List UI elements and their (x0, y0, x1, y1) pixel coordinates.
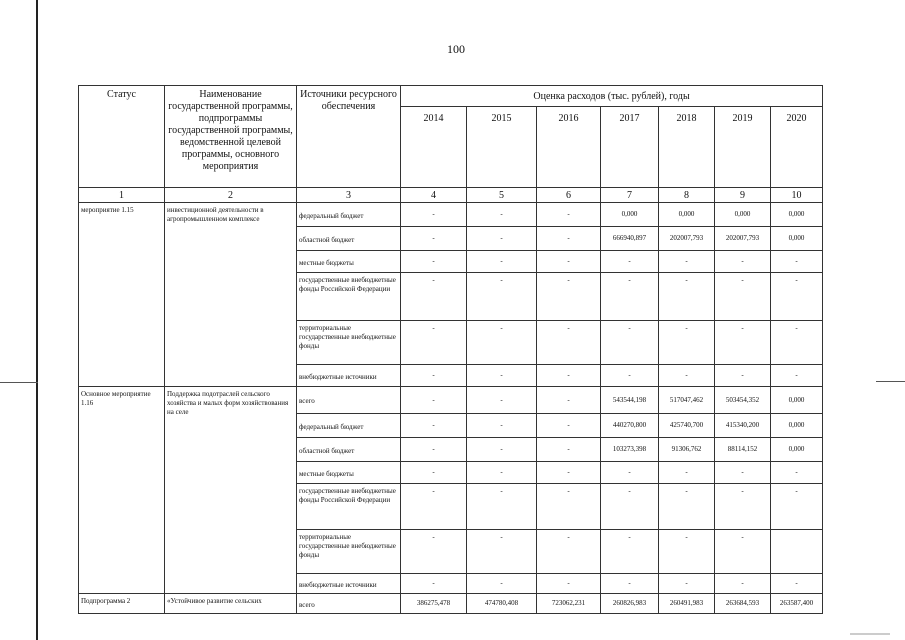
column-number: 4 (401, 188, 467, 203)
fold-mark-right (876, 381, 905, 382)
header-year: 2016 (537, 107, 601, 188)
column-number: 3 (297, 188, 401, 203)
row-value: - (715, 484, 771, 530)
row-value: - (537, 462, 601, 484)
row-value: - (715, 462, 771, 484)
row-value: - (537, 387, 601, 414)
row-program-name: «Устойчивое развитие сельских (165, 594, 297, 614)
row-value: 666940,897 (601, 227, 659, 251)
row-value: - (771, 273, 823, 321)
row-status: мероприятие 1.15 (79, 203, 165, 387)
row-value: - (601, 574, 659, 594)
row-value: - (467, 387, 537, 414)
row-status: Подпрограмма 2 (79, 594, 165, 614)
row-value: - (771, 462, 823, 484)
row-value: - (537, 484, 601, 530)
row-value: - (537, 251, 601, 273)
header-name: Наименование государственной программы, подпрограммы государственной программы, ведомственной целевой программы, основного мероприятия (165, 86, 297, 188)
row-value: - (401, 414, 467, 438)
row-value: - (601, 462, 659, 484)
row-value: 0,000 (715, 203, 771, 227)
scan-edge-line (36, 0, 38, 640)
header-year: 2019 (715, 107, 771, 188)
row-source: местные бюджеты (297, 462, 401, 484)
row-value: - (537, 530, 601, 574)
row-value: 0,000 (659, 203, 715, 227)
table-row (79, 387, 823, 414)
row-value: - (401, 484, 467, 530)
row-program-name: инвестиционной деятельности в агропромышленном комплексе (165, 203, 297, 387)
row-value: - (537, 227, 601, 251)
row-value: - (715, 321, 771, 365)
row-value: 440270,800 (601, 414, 659, 438)
column-number: 6 (537, 188, 601, 203)
row-status: Основное мероприятие 1.16 (79, 387, 165, 594)
row-source: областной бюджет (297, 227, 401, 251)
scan-artifact (850, 633, 890, 635)
row-source: территориальные государственные внебюджетные фонды (297, 530, 401, 574)
row-value: - (401, 530, 467, 574)
row-source: областной бюджет (297, 438, 401, 462)
row-value: - (467, 574, 537, 594)
row-value: 425740,700 (659, 414, 715, 438)
row-value: - (537, 414, 601, 438)
row-source: федеральный бюджет (297, 414, 401, 438)
row-value: - (467, 365, 537, 387)
column-number: 1 (79, 188, 165, 203)
row-value: - (401, 574, 467, 594)
row-value: - (401, 227, 467, 251)
row-value (771, 530, 823, 574)
row-value: - (715, 574, 771, 594)
row-value: - (601, 530, 659, 574)
row-value: - (467, 203, 537, 227)
row-source: территориальные государственные внебюджетные фонды (297, 321, 401, 365)
row-value: - (537, 574, 601, 594)
row-value: 0,000 (771, 438, 823, 462)
row-value: 263684,593 (715, 594, 771, 614)
column-number-row (79, 188, 823, 203)
row-value: - (659, 273, 715, 321)
row-program-name: Поддержка подотраслей сельского хозяйства и малых форм хозяйствования на селе (165, 387, 297, 594)
row-source: всего (297, 594, 401, 614)
row-value: - (659, 574, 715, 594)
row-value: 103273,398 (601, 438, 659, 462)
row-value: - (401, 438, 467, 462)
header-year: 2018 (659, 107, 715, 188)
row-value: 0,000 (771, 414, 823, 438)
row-value: 202007,793 (659, 227, 715, 251)
fold-mark-left (0, 382, 38, 383)
row-source: местные бюджеты (297, 251, 401, 273)
row-value: - (771, 321, 823, 365)
table-row (79, 594, 823, 614)
header-year: 2020 (771, 107, 823, 188)
row-value: - (601, 321, 659, 365)
row-value: 91306,762 (659, 438, 715, 462)
row-value: 260491,983 (659, 594, 715, 614)
row-value: - (601, 484, 659, 530)
row-value: - (601, 365, 659, 387)
row-value: - (401, 462, 467, 484)
row-value: 474780,408 (467, 594, 537, 614)
row-value: - (537, 203, 601, 227)
row-value: - (467, 530, 537, 574)
row-value: - (537, 438, 601, 462)
row-value: - (467, 438, 537, 462)
row-value: - (659, 462, 715, 484)
row-value: - (715, 530, 771, 574)
row-value: - (467, 273, 537, 321)
column-number: 5 (467, 188, 537, 203)
header-estimate: Оценка расходов (тыс. рублей), годы (401, 86, 823, 107)
row-value: - (771, 251, 823, 273)
row-value: 263587,400 (771, 594, 823, 614)
row-value: 0,000 (771, 387, 823, 414)
row-value: - (401, 251, 467, 273)
row-value: - (537, 365, 601, 387)
column-number: 2 (165, 188, 297, 203)
row-value: - (467, 462, 537, 484)
row-value: - (467, 227, 537, 251)
column-number: 10 (771, 188, 823, 203)
row-value: - (537, 273, 601, 321)
row-value: - (771, 574, 823, 594)
row-source: государственные внебюджетные фонды Российской Федерации (297, 484, 401, 530)
row-value: 260826,983 (601, 594, 659, 614)
header-year: 2017 (601, 107, 659, 188)
row-value: 723062,231 (537, 594, 601, 614)
row-value: - (771, 484, 823, 530)
row-value: - (401, 203, 467, 227)
header-year: 2015 (467, 107, 537, 188)
row-source: государственные внебюджетные фонды Российской Федерации (297, 273, 401, 321)
row-value: 543544,198 (601, 387, 659, 414)
row-value: 88114,152 (715, 438, 771, 462)
row-value: - (401, 321, 467, 365)
row-value: 0,000 (771, 203, 823, 227)
row-source: внебюджетные источники (297, 574, 401, 594)
row-value: - (467, 414, 537, 438)
table-row (79, 203, 823, 227)
row-value: - (715, 365, 771, 387)
row-value: - (715, 251, 771, 273)
row-value: - (715, 273, 771, 321)
page-number: 100 (447, 42, 465, 56)
header-sources: Источники ресурсного обеспечения (297, 86, 401, 188)
row-value: - (601, 251, 659, 273)
row-value: - (467, 484, 537, 530)
row-value: - (401, 273, 467, 321)
row-value: - (659, 365, 715, 387)
row-source: федеральный бюджет (297, 203, 401, 227)
row-value: - (601, 273, 659, 321)
header-status: Статус (79, 86, 165, 188)
budget-table (78, 85, 823, 614)
column-number: 8 (659, 188, 715, 203)
row-source: всего (297, 387, 401, 414)
row-value: - (659, 484, 715, 530)
row-value: 517047,462 (659, 387, 715, 414)
row-value: - (659, 251, 715, 273)
row-value: - (467, 321, 537, 365)
row-value: 0,000 (771, 227, 823, 251)
column-number: 7 (601, 188, 659, 203)
row-value: 415340,200 (715, 414, 771, 438)
row-value: - (771, 365, 823, 387)
column-number: 9 (715, 188, 771, 203)
row-value: - (659, 530, 715, 574)
row-value: - (537, 321, 601, 365)
row-value: - (401, 365, 467, 387)
row-source: внебюджетные источники (297, 365, 401, 387)
row-value: - (659, 321, 715, 365)
row-value: 503454,352 (715, 387, 771, 414)
row-value: - (467, 251, 537, 273)
row-value: 0,000 (601, 203, 659, 227)
header-year: 2014 (401, 107, 467, 188)
row-value: - (401, 387, 467, 414)
row-value: 386275,478 (401, 594, 467, 614)
row-value: 202007,793 (715, 227, 771, 251)
